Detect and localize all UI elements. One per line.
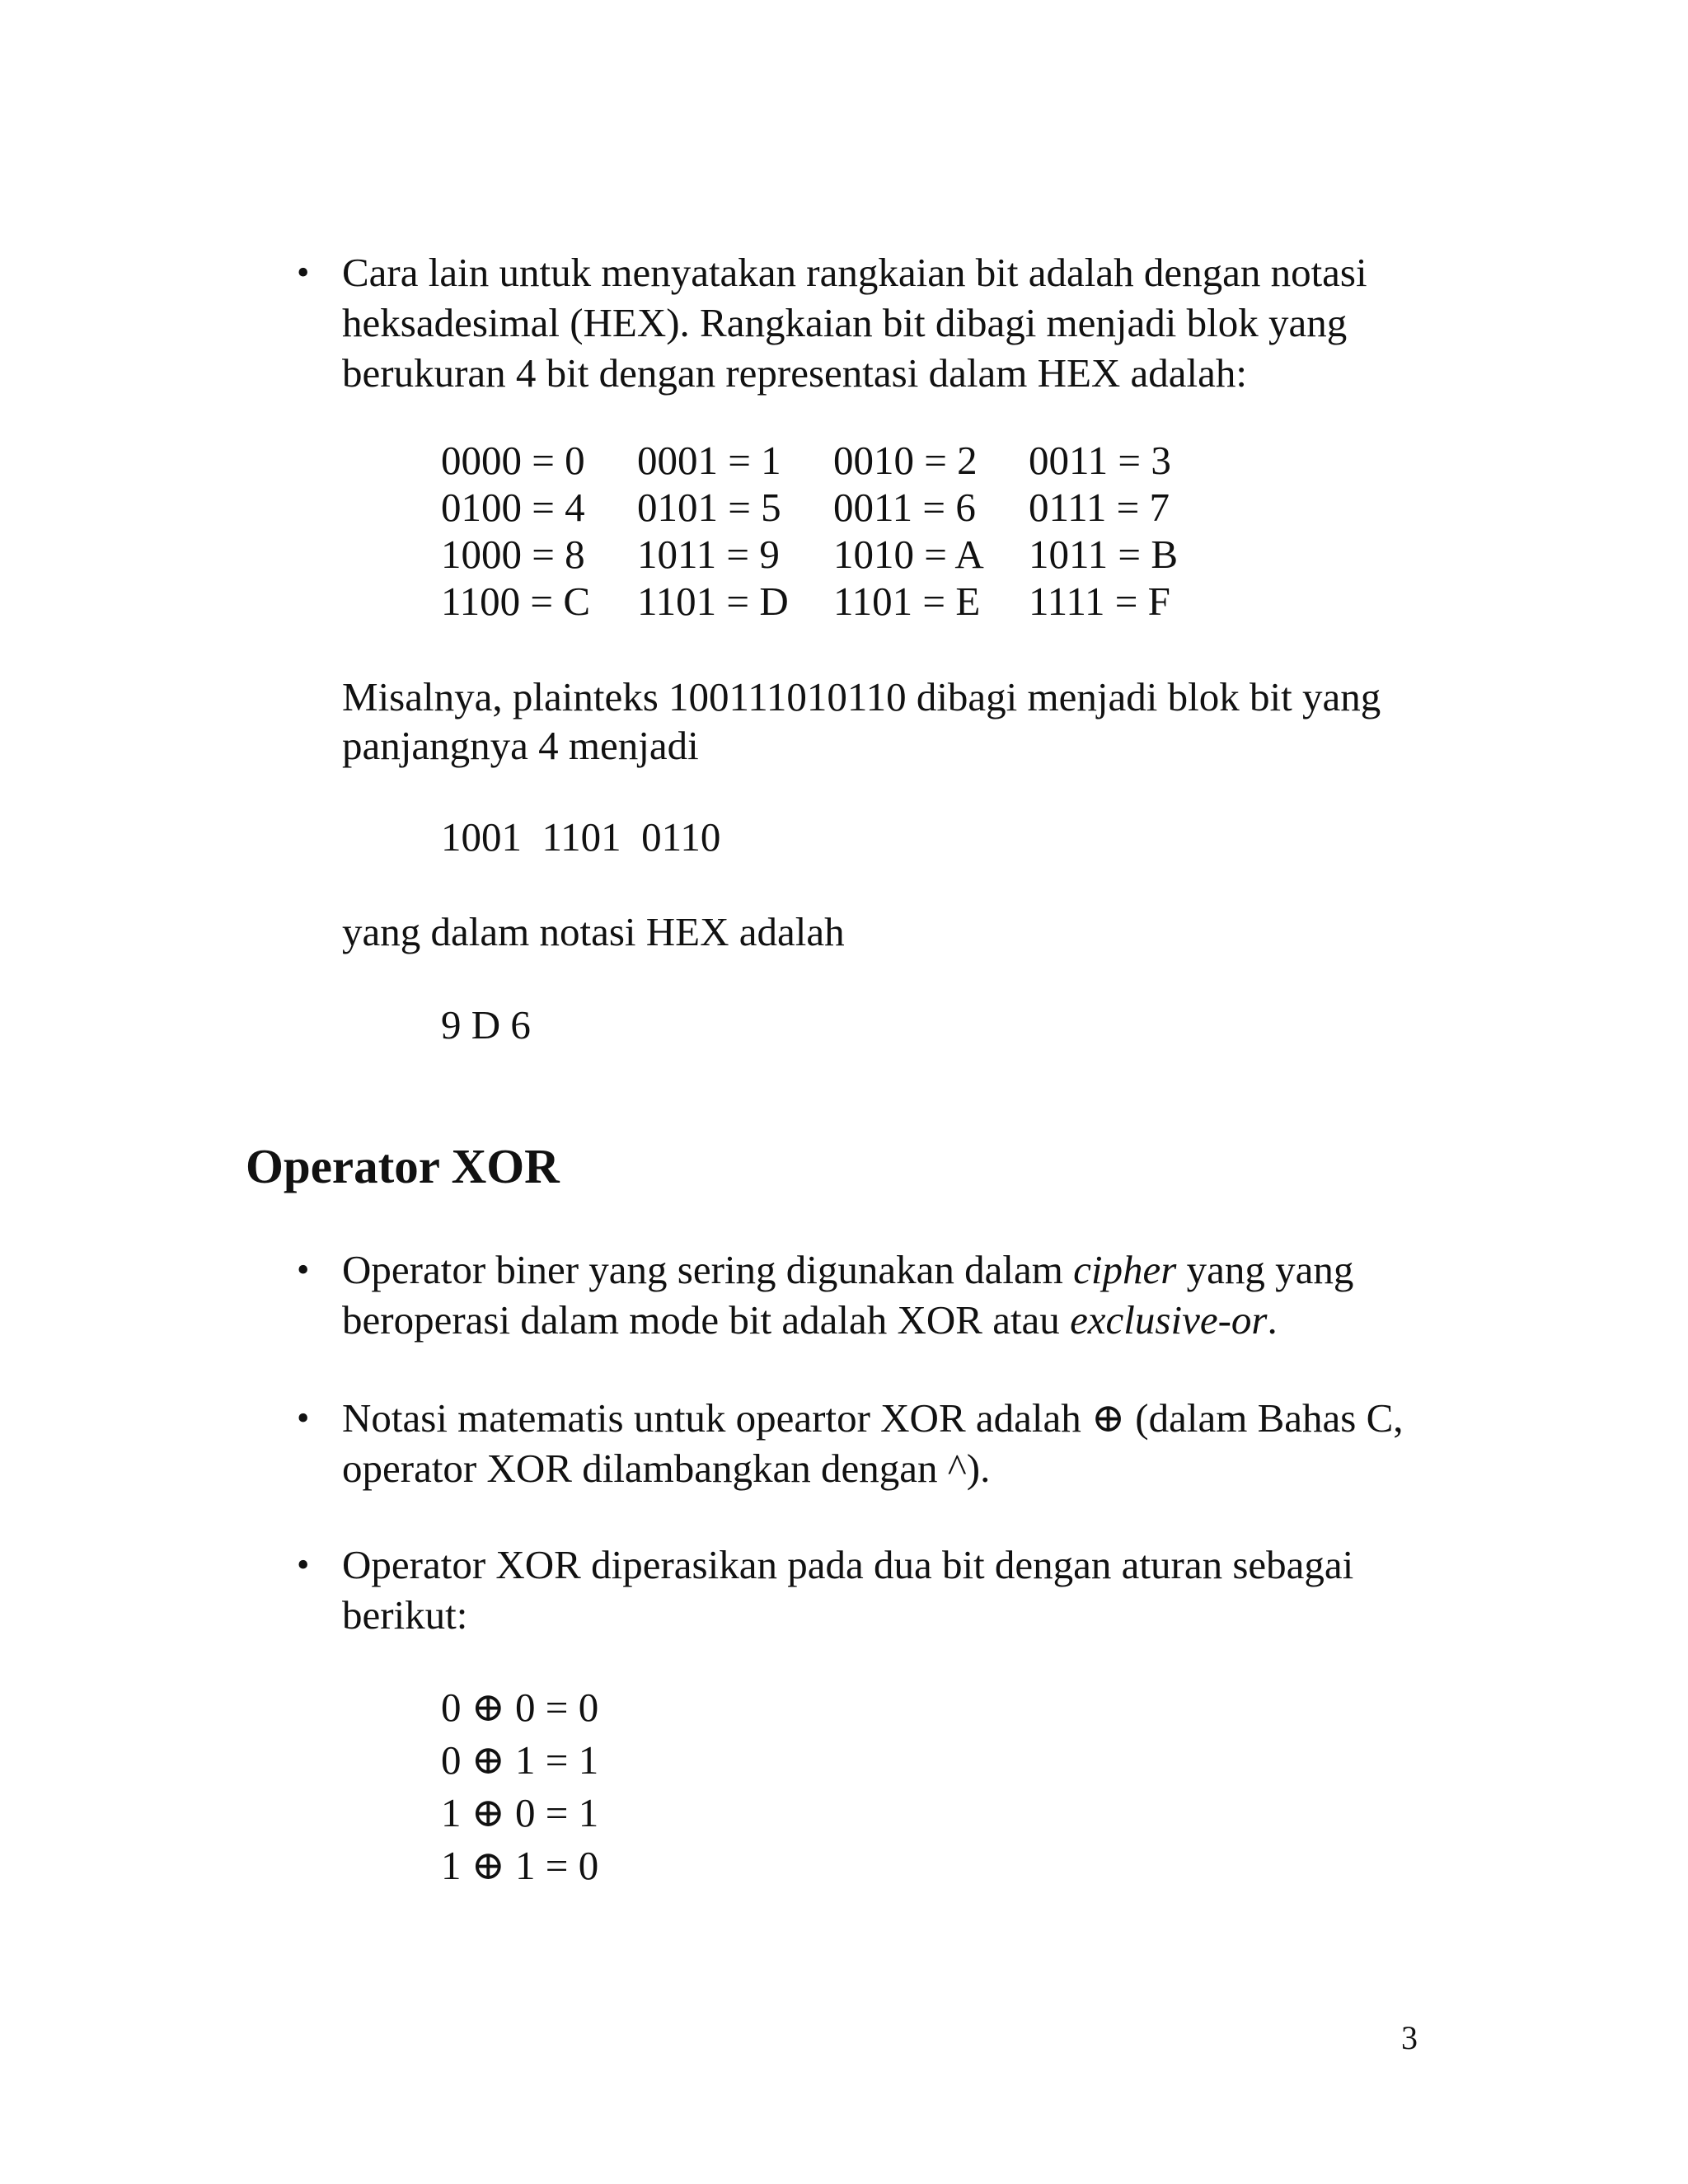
bullet-4-line-1: Operator XOR diperasikan pada dua bit dengan aturan sebagai — [342, 1542, 1354, 1587]
bullet-1-line-3: berukuran 4 bit dengan representasi dalam HEX adalah: — [342, 350, 1248, 396]
example-intro-line-2: panjangnya 4 menjadi — [342, 723, 699, 768]
hex-table-cell: 0111 = 7 — [1029, 485, 1170, 530]
hex-table-cell: 0101 = 5 — [637, 485, 781, 530]
hex-table-cell: 0011 = 3 — [1029, 438, 1171, 483]
bullet-3-line-1: Notasi matematis untuk opeartor XOR adalah ⊕ (dalam Bahas C, — [342, 1395, 1404, 1441]
hex-table-cell: 1100 = C — [441, 579, 590, 624]
hex-table-cell: 1011 = 9 — [637, 532, 780, 577]
bullet-marker: • — [297, 1544, 310, 1585]
example-hex-intro: yang dalam notasi HEX adalah — [342, 909, 845, 954]
emphasis-text: exclusive-or — [1070, 1297, 1268, 1343]
page-number: 3 — [1401, 2019, 1418, 2056]
hex-table-cell: 1111 = F — [1029, 579, 1170, 624]
hex-table-cell: 0010 = 2 — [833, 438, 978, 483]
bullet-4-line-2: berikut: — [342, 1592, 468, 1638]
hex-table-cell: 1011 = B — [1029, 532, 1178, 577]
bullet-3-line-2: operator XOR dilambangkan dengan ^). — [342, 1446, 991, 1491]
bullet-marker: • — [297, 1249, 310, 1290]
xor-rule: 0 ⊕ 0 = 0 — [441, 1685, 599, 1730]
xor-rule: 0 ⊕ 1 = 1 — [441, 1737, 599, 1783]
hex-table-cell: 0011 = 6 — [833, 485, 976, 530]
text-span: Operator biner yang sering digunakan dalam — [342, 1247, 1074, 1292]
hex-table-cell: 1101 = D — [637, 579, 789, 624]
bullet-1-line-2: heksadesimal (HEX). Rangkaian bit dibagi menjadi blok yang — [342, 300, 1348, 345]
emphasis-text: cipher — [1073, 1247, 1177, 1292]
bullet-marker: • — [297, 1398, 310, 1438]
text-span: beroperasi dalam mode bit adalah XOR atau — [342, 1297, 1071, 1343]
text-span: . — [1267, 1297, 1278, 1343]
bullet-2-line-1 — [342, 1244, 1353, 1295]
example-bit-blocks: 1001 1101 0110 — [441, 814, 721, 860]
hex-table-cell: 0100 = 4 — [441, 485, 585, 530]
xor-rule: 1 ⊕ 0 = 1 — [441, 1790, 599, 1835]
hex-table-cell: 1010 = A — [833, 532, 984, 577]
example-intro-line-1: Misalnya, plainteks 100111010110 dibagi menjadi blok bit yang — [342, 674, 1381, 719]
section-heading: Operator XOR — [246, 1139, 560, 1193]
hex-table-cell: 1101 = E — [833, 579, 981, 624]
hex-table-cell: 0000 = 0 — [441, 438, 585, 483]
xor-rule: 1 ⊕ 1 = 0 — [441, 1843, 599, 1888]
text-span: yang yang — [1176, 1247, 1354, 1292]
bullet-marker: • — [297, 252, 310, 293]
bullet-2-line-2 — [342, 1295, 1278, 1345]
bullet-1-line-1: Cara lain untuk menyatakan rangkaian bit adalah dengan notasi — [342, 250, 1367, 295]
hex-table-cell: 1000 = 8 — [441, 532, 585, 577]
example-hex-result: 9 D 6 — [441, 1002, 531, 1047]
hex-table-cell: 0001 = 1 — [637, 438, 781, 483]
